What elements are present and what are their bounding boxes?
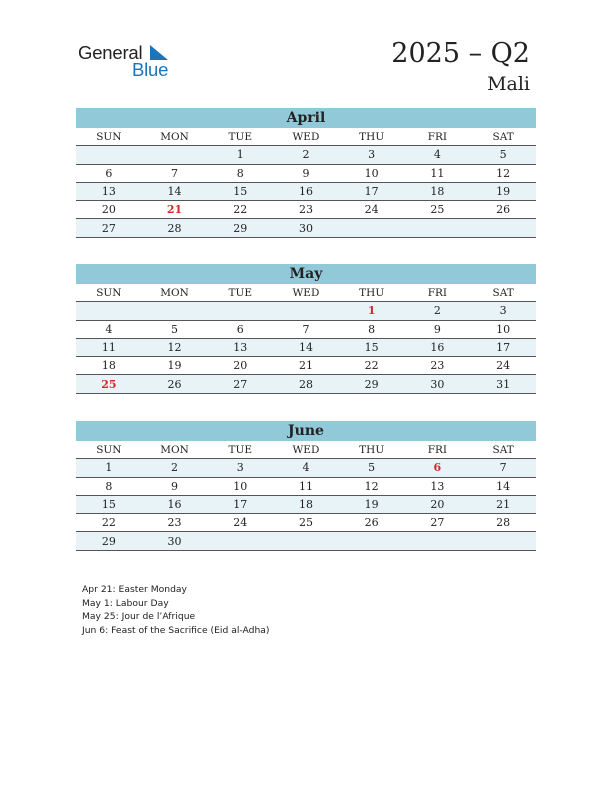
day-cell: 2 bbox=[405, 302, 471, 320]
empty-cell bbox=[470, 532, 536, 550]
day-cell: 10 bbox=[207, 477, 273, 495]
empty-cell bbox=[207, 302, 273, 320]
week-row bbox=[76, 302, 536, 320]
day-cell: 2 bbox=[142, 459, 208, 477]
day-cell: 14 bbox=[142, 182, 208, 200]
day-cell: 21 bbox=[470, 495, 536, 513]
empty-cell bbox=[142, 302, 208, 320]
day-cell: 8 bbox=[76, 477, 142, 495]
day-cell: 28 bbox=[273, 375, 339, 393]
holiday-notes bbox=[82, 583, 270, 637]
day-cell: 28 bbox=[470, 514, 536, 532]
day-cell: 5 bbox=[339, 459, 405, 477]
day-cell: 30 bbox=[405, 375, 471, 393]
day-cell: 5 bbox=[142, 320, 208, 338]
calendar-grid bbox=[76, 128, 536, 238]
empty-cell bbox=[339, 532, 405, 550]
day-cell: 17 bbox=[339, 182, 405, 200]
month-header: May bbox=[76, 264, 536, 284]
day-cell: 12 bbox=[339, 477, 405, 495]
weekday-label: TUE bbox=[207, 128, 273, 146]
weekday-label: TUE bbox=[207, 441, 273, 459]
day-cell: 14 bbox=[273, 338, 339, 356]
day-cell: 15 bbox=[207, 182, 273, 200]
day-cell: 1 bbox=[339, 302, 405, 320]
day-cell: 25 bbox=[76, 375, 142, 393]
logo-word-blue: Blue bbox=[132, 59, 169, 80]
day-cell: 11 bbox=[76, 338, 142, 356]
day-cell: 4 bbox=[273, 459, 339, 477]
day-cell: 16 bbox=[142, 495, 208, 513]
week-row bbox=[76, 514, 536, 532]
day-cell: 27 bbox=[405, 514, 471, 532]
week-row bbox=[76, 495, 536, 513]
week-row bbox=[76, 459, 536, 477]
day-cell: 24 bbox=[339, 201, 405, 219]
day-cell: 21 bbox=[273, 357, 339, 375]
day-cell: 13 bbox=[76, 182, 142, 200]
day-cell: 26 bbox=[142, 375, 208, 393]
day-cell: 13 bbox=[207, 338, 273, 356]
day-cell: 24 bbox=[207, 514, 273, 532]
week-row bbox=[76, 182, 536, 200]
weekday-label: SAT bbox=[470, 441, 536, 459]
weekday-label: SUN bbox=[76, 441, 142, 459]
day-cell: 23 bbox=[405, 357, 471, 375]
day-cell: 30 bbox=[142, 532, 208, 550]
day-cell: 27 bbox=[76, 219, 142, 237]
week-row bbox=[76, 219, 536, 237]
day-cell: 19 bbox=[142, 357, 208, 375]
day-cell: 3 bbox=[207, 459, 273, 477]
holiday-note: Apr 21: Easter Monday bbox=[82, 584, 187, 595]
day-cell: 16 bbox=[273, 182, 339, 200]
empty-cell bbox=[142, 146, 208, 164]
day-cell: 8 bbox=[207, 164, 273, 182]
day-cell: 9 bbox=[405, 320, 471, 338]
day-cell: 29 bbox=[339, 375, 405, 393]
weekday-label: FRI bbox=[405, 128, 471, 146]
day-cell: 31 bbox=[470, 375, 536, 393]
weekday-label: MON bbox=[142, 128, 208, 146]
month-header: June bbox=[76, 421, 536, 441]
weekday-row bbox=[76, 284, 536, 302]
weekday-label: WED bbox=[273, 284, 339, 302]
day-cell: 22 bbox=[76, 514, 142, 532]
day-cell: 21 bbox=[142, 201, 208, 219]
weekday-label: THU bbox=[339, 284, 405, 302]
day-cell: 6 bbox=[207, 320, 273, 338]
day-cell: 23 bbox=[273, 201, 339, 219]
day-cell: 10 bbox=[339, 164, 405, 182]
empty-cell bbox=[405, 532, 471, 550]
empty-cell bbox=[273, 302, 339, 320]
day-cell: 6 bbox=[405, 459, 471, 477]
day-cell: 15 bbox=[76, 495, 142, 513]
weekday-label: SUN bbox=[76, 128, 142, 146]
week-row bbox=[76, 375, 536, 393]
day-cell: 18 bbox=[76, 357, 142, 375]
empty-cell bbox=[339, 219, 405, 237]
day-cell: 1 bbox=[207, 146, 273, 164]
empty-cell bbox=[470, 219, 536, 237]
weekday-row bbox=[76, 128, 536, 146]
month-april bbox=[76, 108, 536, 238]
day-cell: 3 bbox=[470, 302, 536, 320]
calendar-grid bbox=[76, 284, 536, 394]
day-cell: 30 bbox=[273, 219, 339, 237]
day-cell: 2 bbox=[273, 146, 339, 164]
day-cell: 11 bbox=[405, 164, 471, 182]
empty-cell bbox=[76, 146, 142, 164]
month-header: April bbox=[76, 108, 536, 128]
week-row bbox=[76, 146, 536, 164]
day-cell: 11 bbox=[273, 477, 339, 495]
day-cell: 17 bbox=[207, 495, 273, 513]
day-cell: 18 bbox=[405, 182, 471, 200]
day-cell: 25 bbox=[405, 201, 471, 219]
weekday-label: WED bbox=[273, 441, 339, 459]
day-cell: 7 bbox=[273, 320, 339, 338]
logo-word-general: General bbox=[78, 42, 143, 63]
week-row bbox=[76, 357, 536, 375]
country-name: Mali bbox=[487, 73, 530, 95]
day-cell: 27 bbox=[207, 375, 273, 393]
day-cell: 25 bbox=[273, 514, 339, 532]
weekday-row bbox=[76, 441, 536, 459]
weekday-label: WED bbox=[273, 128, 339, 146]
day-cell: 12 bbox=[142, 338, 208, 356]
day-cell: 20 bbox=[405, 495, 471, 513]
weekday-label: THU bbox=[339, 128, 405, 146]
day-cell: 20 bbox=[207, 357, 273, 375]
day-cell: 18 bbox=[273, 495, 339, 513]
day-cell: 4 bbox=[76, 320, 142, 338]
day-cell: 20 bbox=[76, 201, 142, 219]
day-cell: 16 bbox=[405, 338, 471, 356]
day-cell: 29 bbox=[76, 532, 142, 550]
empty-cell bbox=[207, 532, 273, 550]
weekday-label: MON bbox=[142, 441, 208, 459]
calendar-grid bbox=[76, 441, 536, 551]
day-cell: 29 bbox=[207, 219, 273, 237]
day-cell: 1 bbox=[76, 459, 142, 477]
weekday-label: THU bbox=[339, 441, 405, 459]
day-cell: 22 bbox=[207, 201, 273, 219]
day-cell: 13 bbox=[405, 477, 471, 495]
day-cell: 28 bbox=[142, 219, 208, 237]
empty-cell bbox=[76, 302, 142, 320]
weekday-label: SAT bbox=[470, 128, 536, 146]
weekday-label: SUN bbox=[76, 284, 142, 302]
weekday-label: TUE bbox=[207, 284, 273, 302]
empty-cell bbox=[405, 219, 471, 237]
week-row bbox=[76, 532, 536, 550]
day-cell: 26 bbox=[470, 201, 536, 219]
day-cell: 24 bbox=[470, 357, 536, 375]
day-cell: 12 bbox=[470, 164, 536, 182]
day-cell: 15 bbox=[339, 338, 405, 356]
day-cell: 9 bbox=[142, 477, 208, 495]
day-cell: 10 bbox=[470, 320, 536, 338]
day-cell: 3 bbox=[339, 146, 405, 164]
day-cell: 9 bbox=[273, 164, 339, 182]
day-cell: 14 bbox=[470, 477, 536, 495]
week-row bbox=[76, 338, 536, 356]
weekday-label: FRI bbox=[405, 441, 471, 459]
week-row bbox=[76, 477, 536, 495]
weekday-label: SAT bbox=[470, 284, 536, 302]
weekday-label: FRI bbox=[405, 284, 471, 302]
day-cell: 6 bbox=[76, 164, 142, 182]
week-row bbox=[76, 164, 536, 182]
holiday-note: Jun 6: Feast of the Sacrifice (Eid al-Adha) bbox=[82, 624, 270, 636]
day-cell: 7 bbox=[142, 164, 208, 182]
weekday-label: MON bbox=[142, 284, 208, 302]
day-cell: 23 bbox=[142, 514, 208, 532]
week-row bbox=[76, 320, 536, 338]
page-title: 2025 – Q2 bbox=[391, 38, 530, 69]
day-cell: 19 bbox=[339, 495, 405, 513]
generalblue-logo bbox=[78, 42, 178, 82]
month-june bbox=[76, 421, 536, 551]
day-cell: 22 bbox=[339, 357, 405, 375]
day-cell: 19 bbox=[470, 182, 536, 200]
day-cell: 4 bbox=[405, 146, 471, 164]
week-row bbox=[76, 201, 536, 219]
month-may bbox=[76, 264, 536, 394]
day-cell: 26 bbox=[339, 514, 405, 532]
day-cell: 17 bbox=[470, 338, 536, 356]
day-cell: 5 bbox=[470, 146, 536, 164]
holiday-note: May 25: Jour de l’Afrique bbox=[82, 611, 196, 623]
day-cell: 7 bbox=[470, 459, 536, 477]
empty-cell bbox=[273, 532, 339, 550]
holiday-note: May 1: Labour Day bbox=[82, 597, 169, 609]
day-cell: 8 bbox=[339, 320, 405, 338]
